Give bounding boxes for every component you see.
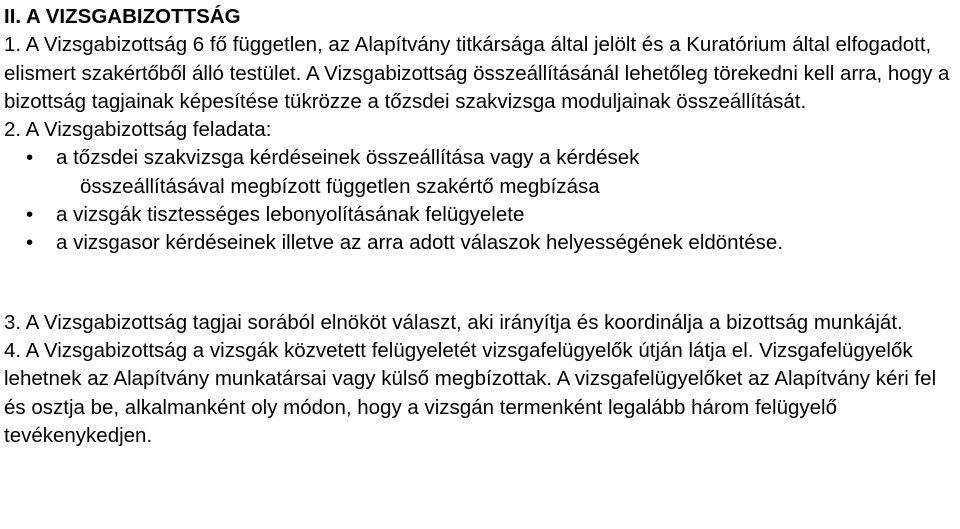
document-body [4,3,960,450]
list-item-line-1: a tőzsdei szakvizsga kérdéseinek összeállítása vagy a kérdések [56,146,640,170]
bullet-icon: • [26,203,34,227]
list-item-line-2: összeállításával megbízott független szakértő megbízása [80,174,600,198]
list-item [4,201,960,229]
bullet-icon: • [26,146,34,170]
paragraph-1: 1. A Vizsgabizottság 6 fő független, az Alapítvány titkársága által jelölt és a Kuratórium által elfogadott, elismert szakértőből álló testület. A Vizsgabizottság összeállításánál lehetőleg törekedni kell arra, hogy a bizottság tagjainak képesítése tükrözze a tőzsdei szakvizsga moduljainak összeállítását. [4,33,950,113]
list-item [4,144,960,201]
paragraph-2-intro: 2. A Vizsgabizottság feladata: [4,118,272,142]
section-heading: II. A VIZSGABIZOTTSÁG [4,5,241,28]
task-list [4,144,960,257]
bullet-icon: • [26,231,34,255]
list-item-text: a vizsgák tisztességes lebonyolításának felügyelete [56,203,525,227]
list-item [4,229,960,257]
list-item-text: a vizsgasor kérdéseinek illetve az arra adott válaszok helyességének eldöntése. [56,231,784,255]
spacer [4,258,960,309]
paragraph-4: 4. A Vizsgabizottság a vizsgák közvetett felügyeletét vizsgafelügyelők útján látja el. Vizsgafelügyelők lehetnek az Alapítvány munkatársai vagy külső megbízottak. A vizsgafelügyelőket az Alapítvány kéri fel és osztja be, alkalmanként oly módon, hogy a vizsgán termenként legalább három felügyelő tevékenykedjen. [4,338,937,447]
paragraph-3: 3. A Vizsgabizottság tagjai sorából elnököt választ, aki irányítja és koordinálja a bizottság munkáját. [4,310,903,334]
